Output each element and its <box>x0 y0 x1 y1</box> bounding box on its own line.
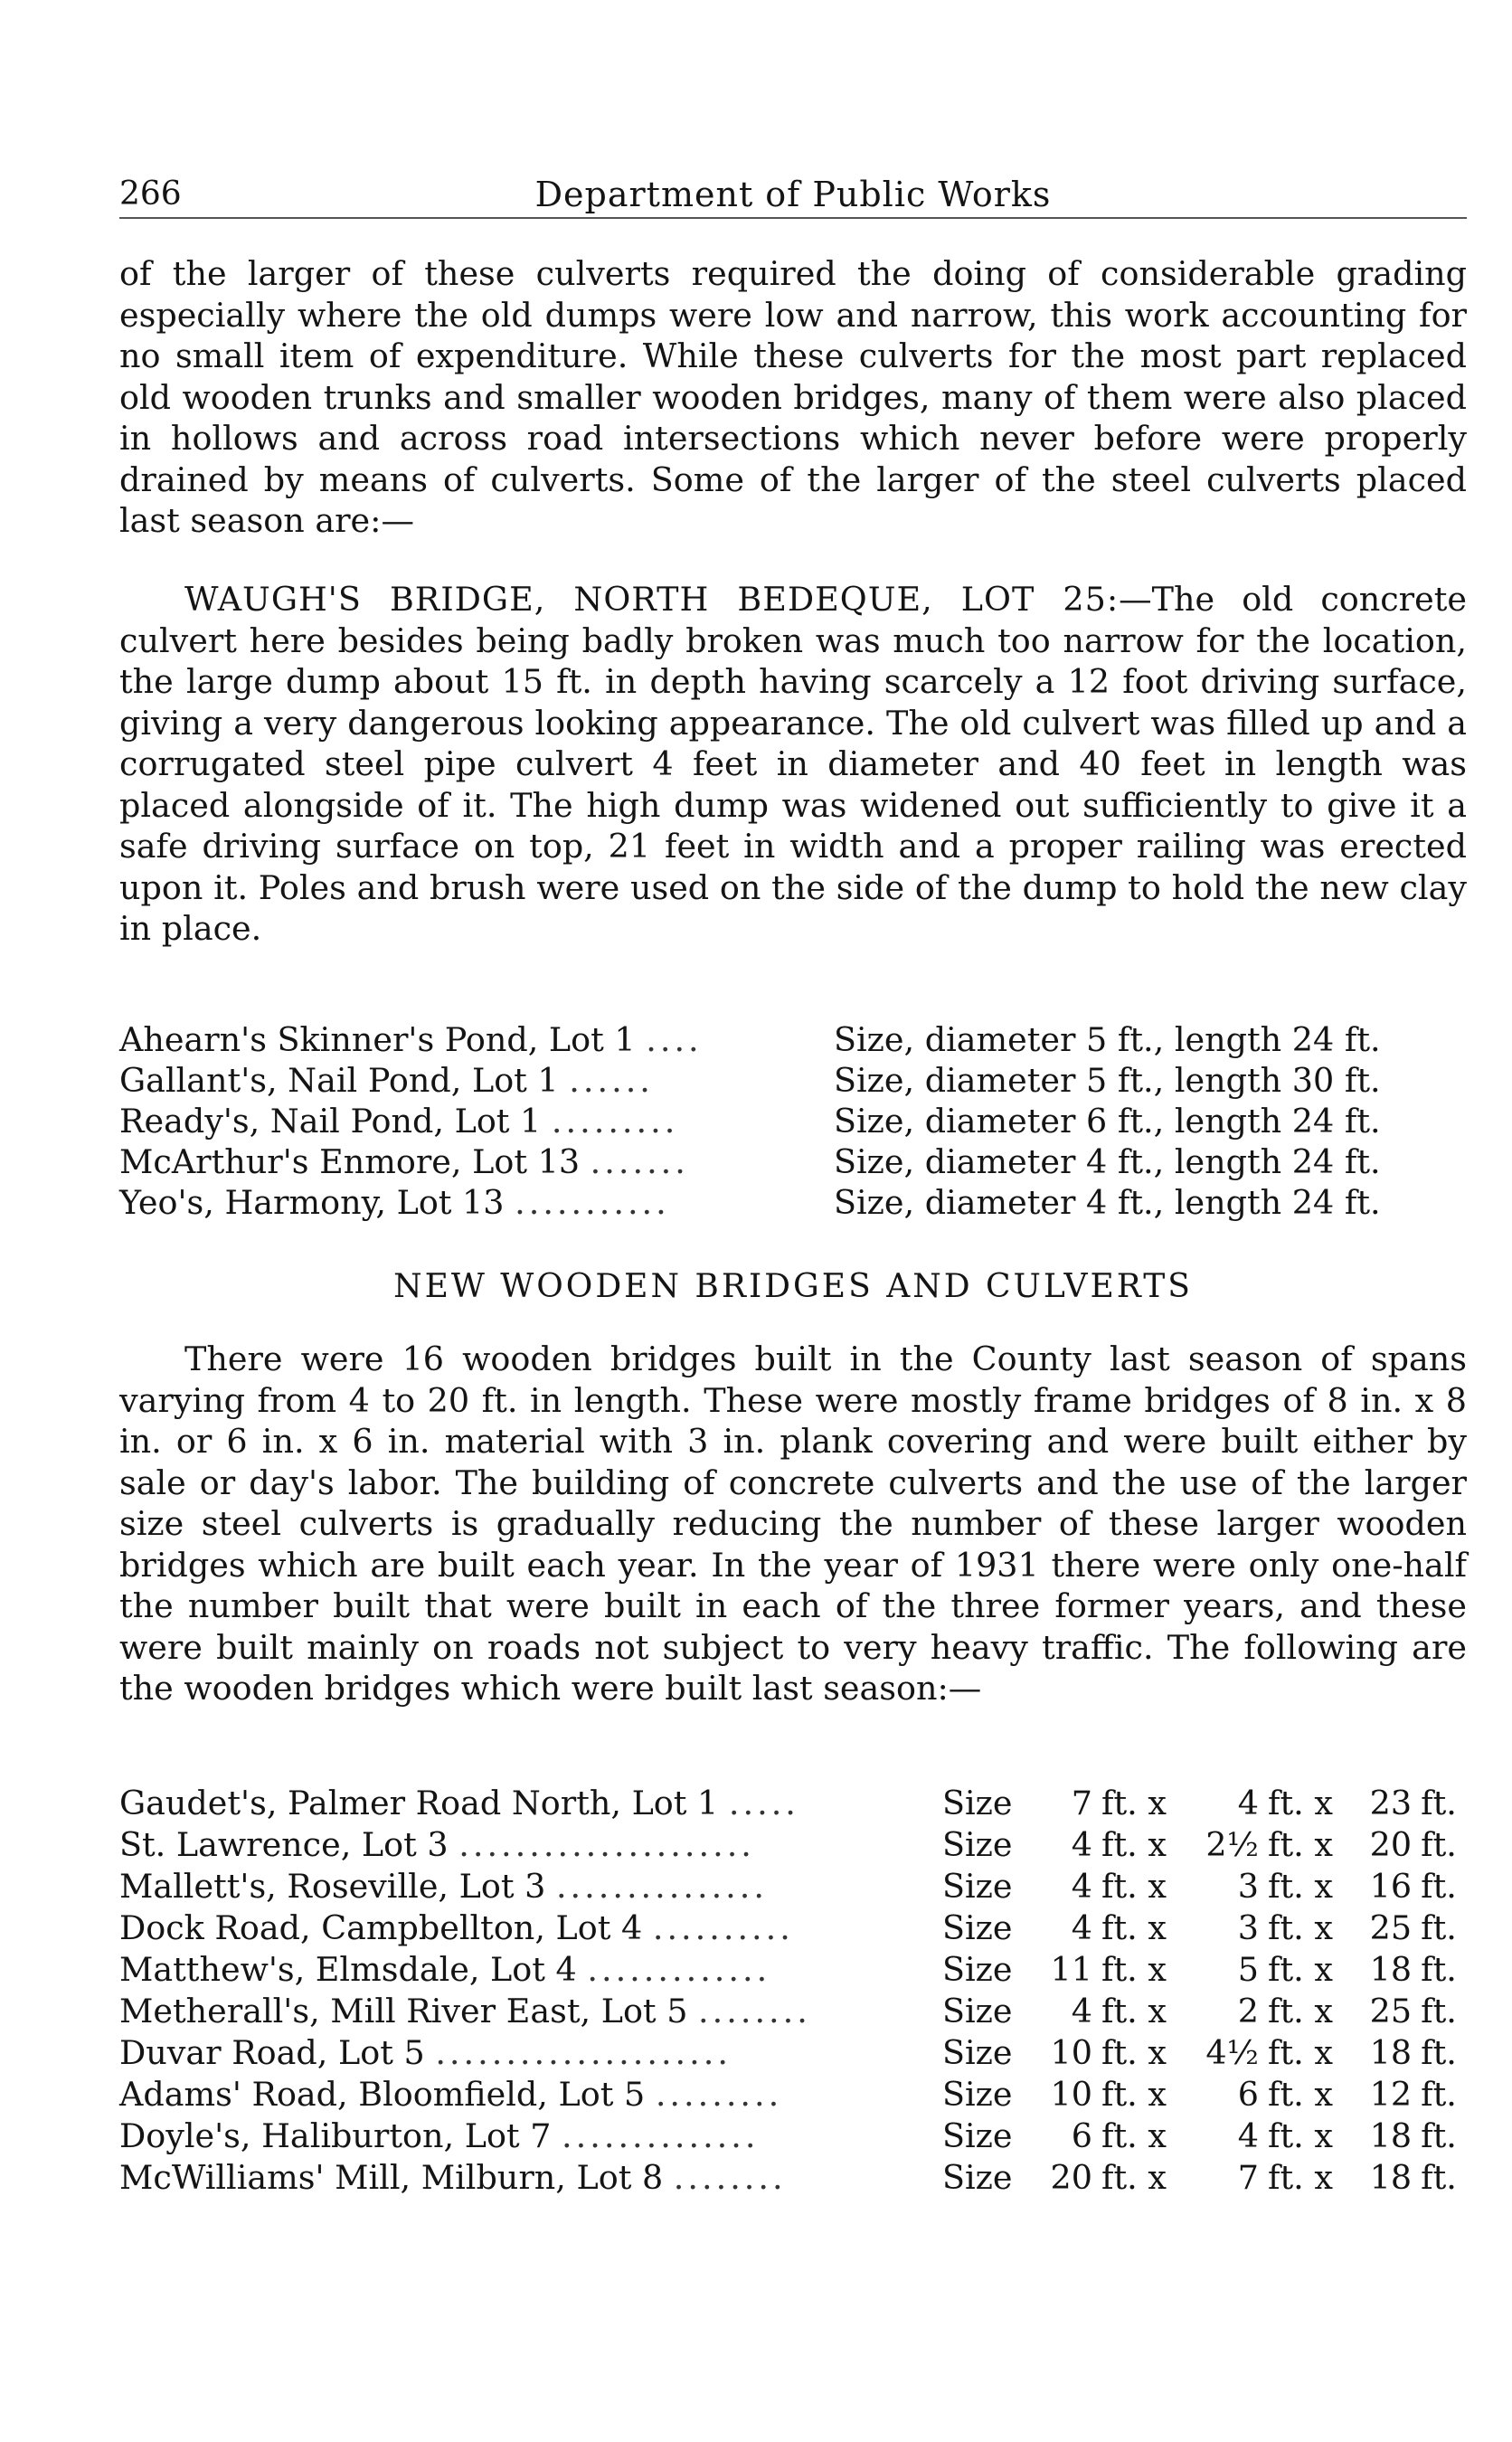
list-item <box>119 2033 1467 2075</box>
bridge-width: 4 <box>1071 1825 1092 1864</box>
bridge-width: 10 <box>1050 2075 1092 2114</box>
bridge-height: 5 <box>1237 1950 1259 1989</box>
bridge-height-unit: ft. x <box>1267 2158 1333 2197</box>
bridge-size-label: Size <box>942 1992 1013 2030</box>
bridge-height-unit: ft. x <box>1267 1867 1333 1906</box>
leader-dots: ............. <box>587 1950 771 1989</box>
bridge-length: 18 <box>1369 2158 1413 2197</box>
bridge-length: 16 <box>1369 1867 1413 1906</box>
bridge-length-unit: ft. <box>1421 2116 1457 2155</box>
culvert-name-cell <box>119 1183 834 1224</box>
paragraph-text: of the larger of these culverts required the doing of considerable grading especially where the old dumps were low and narrow, this work accounting for no small item of expenditure. While these culverts for the most part replaced old wooden trunks and smaller wooden bridges, many of them were also placed in hollows and across road intersections which never before were properly drained by means of culverts. Some of the larger of the steel culverts placed last season are:— <box>119 254 1467 540</box>
list-item <box>119 1020 1467 1061</box>
bridge-name-cell <box>119 2158 933 2200</box>
culvert-name: Yeo's, Harmony, Lot 13 <box>119 1183 505 1222</box>
bridge-height: 3 <box>1237 1867 1259 1906</box>
bridge-width: 4 <box>1071 1908 1092 1947</box>
running-head: Department of Public Works <box>534 175 1052 214</box>
bridge-width-unit: ft. x <box>1101 1992 1167 2030</box>
bridge-height-unit: ft. x <box>1267 1908 1333 1947</box>
bridge-width-unit: ft. x <box>1101 1908 1167 1947</box>
steel-culverts-list <box>119 1020 1467 1224</box>
bridge-length-unit: ft. <box>1421 2033 1457 2072</box>
bridge-height-unit: ft. x <box>1267 2116 1333 2155</box>
leader-dots: ......... <box>551 1102 679 1141</box>
bridge-width: 11 <box>1050 1950 1092 1989</box>
list-item <box>119 1142 1467 1183</box>
bridge-width-unit: ft. x <box>1101 1867 1167 1906</box>
leader-dots: ........ <box>698 1992 811 2030</box>
bridge-length-unit: ft. <box>1421 1950 1457 1989</box>
bridge-length: 25 <box>1369 1992 1413 2030</box>
bridge-size-label: Size <box>942 1867 1013 1906</box>
bridge-width: 4 <box>1071 1992 1092 2030</box>
bridge-name: Mallett's, Roseville, Lot 3 <box>119 1867 546 1906</box>
section-heading: NEW WOODEN BRIDGES AND CULVERTS <box>393 1268 1193 1305</box>
bridge-size-label: Size <box>942 1825 1013 1864</box>
bridge-size-label: Size <box>942 1950 1013 1989</box>
culvert-name-cell <box>119 1102 834 1142</box>
bridge-name: Duvar Road, Lot 5 <box>119 2033 425 2072</box>
paragraph-text <box>119 579 1467 950</box>
bridge-length: 23 <box>1369 1784 1413 1822</box>
leader-dots: ........... <box>515 1183 670 1222</box>
bridge-size-label: Size <box>942 2116 1013 2155</box>
bridge-length: 25 <box>1369 1908 1413 1947</box>
bridge-height-unit: ft. x <box>1267 2075 1333 2114</box>
list-item <box>119 2075 1467 2116</box>
bridge-name: McWilliams' Mill, Milburn, Lot 8 <box>119 2158 664 2197</box>
bridge-width-unit: ft. x <box>1101 2158 1167 2197</box>
bridge-width-unit: ft. x <box>1101 1950 1167 1989</box>
bridge-height: 3 <box>1237 1908 1259 1947</box>
bridge-height-unit: ft. x <box>1267 1950 1333 1989</box>
bridge-name-cell <box>119 1950 933 1992</box>
bridge-name-cell <box>119 1992 933 2033</box>
bridge-length: 18 <box>1369 2033 1413 2072</box>
list-item <box>119 1784 1467 1825</box>
bridge-name: Adams' Road, Bloomfield, Lot 5 <box>119 2075 646 2114</box>
bridge-name-cell <box>119 2033 933 2075</box>
culvert-name-cell <box>119 1020 834 1061</box>
bridge-height-unit: ft. x <box>1267 2033 1333 2072</box>
leader-dots: ............... <box>555 1867 768 1906</box>
culvert-name: Ahearn's Skinner's Pond, Lot 1 <box>119 1020 636 1059</box>
bridge-length-unit: ft. <box>1421 1784 1457 1822</box>
bridge-height: 2 <box>1237 1992 1259 2030</box>
culvert-size: Size, diameter 6 ft., length 24 ft. <box>834 1102 1381 1141</box>
list-item <box>119 1061 1467 1102</box>
leader-dots: ..................... <box>458 1825 755 1864</box>
bridge-size-label: Size <box>942 2033 1013 2072</box>
leader-dots: ......... <box>655 2075 783 2114</box>
culvert-name-cell <box>119 1061 834 1102</box>
bridge-name: Gaudet's, Palmer Road North, Lot 1 <box>119 1784 719 1822</box>
bridge-width: 10 <box>1050 2033 1092 2072</box>
bridge-size-label: Size <box>942 1784 1013 1822</box>
leader-dots: ...... <box>569 1061 654 1100</box>
paragraph-lead-caps: WAUGH'S BRIDGE, NORTH BEDEQUE, LOT 25: <box>184 580 1120 619</box>
bridge-name-cell <box>119 1784 933 1825</box>
bridge-name: Dock Road, Campbellton, Lot 4 <box>119 1908 643 1947</box>
paragraph-waughs-bridge <box>119 579 1467 950</box>
list-item <box>119 1992 1467 2033</box>
bridge-name-cell <box>119 1908 933 1950</box>
bridge-width: 20 <box>1050 2158 1092 2197</box>
bridge-height: 6 <box>1237 2075 1259 2114</box>
culvert-name-cell <box>119 1142 834 1183</box>
bridge-length-unit: ft. <box>1421 1825 1457 1864</box>
bridge-height-unit: ft. x <box>1267 1825 1333 1864</box>
culvert-size: Size, diameter 5 ft., length 24 ft. <box>834 1020 1381 1059</box>
culvert-size: Size, diameter 4 ft., length 24 ft. <box>834 1142 1381 1181</box>
bridge-height: 7 <box>1237 2158 1259 2197</box>
bridge-name: Matthew's, Elmsdale, Lot 4 <box>119 1950 577 1989</box>
list-item <box>119 1908 1467 1950</box>
bridge-width: 6 <box>1071 2116 1092 2155</box>
leader-dots: .... <box>646 1020 703 1059</box>
bridge-width-unit: ft. x <box>1101 1784 1167 1822</box>
list-item <box>119 1825 1467 1867</box>
leader-dots: ........ <box>673 2158 787 2197</box>
bridge-name: St. Lawrence, Lot 3 <box>119 1825 449 1864</box>
page-number: 266 <box>119 175 182 213</box>
culvert-name: Ready's, Nail Pond, Lot 1 <box>119 1102 542 1141</box>
bridge-height: 4 <box>1237 1784 1259 1822</box>
list-item <box>119 1183 1467 1224</box>
bridge-length: 12 <box>1369 2075 1413 2114</box>
leader-dots: ..................... <box>435 2033 732 2072</box>
bridge-name-cell <box>119 1867 933 1908</box>
bridge-height: 2½ <box>1205 1825 1259 1864</box>
bridge-size-label: Size <box>942 1908 1013 1947</box>
bridge-height-unit: ft. x <box>1267 1992 1333 2030</box>
bridge-length: 18 <box>1369 1950 1413 1989</box>
paragraph-text: There were 16 wooden bridges built in the County last season of spans varying from 4 to 20 ft. in length. These were mostly frame bridges of 8 in. x 8 in. or 6 in. x 6 in. material with 3 in. plank covering and were built either by sale or day's labor. The building of concrete culverts and the use of the larger size steel culverts is gradually reducing the number of these larger wooden bridges which are built each year. In the year of 1931 there were only one-half the number built that were built in each of the three former years, and these were built mainly on roads not subject to very heavy traffic. The following are the wooden bridges which were built last season:— <box>119 1339 1467 1708</box>
paragraph-wooden-bridges <box>119 1339 1467 1709</box>
list-item <box>119 1102 1467 1142</box>
culvert-name: Gallant's, Nail Pond, Lot 1 <box>119 1061 559 1100</box>
bridge-name: Metherall's, Mill River East, Lot 5 <box>119 1992 688 2030</box>
bridge-width-unit: ft. x <box>1101 2033 1167 2072</box>
bridge-name-cell <box>119 2075 933 2116</box>
bridge-width-unit: ft. x <box>1101 2075 1167 2114</box>
bridge-width: 7 <box>1071 1784 1092 1822</box>
bridge-width: 4 <box>1071 1867 1092 1906</box>
bridge-name-cell <box>119 2116 933 2158</box>
page-header <box>119 172 1467 219</box>
wooden-bridges-list <box>119 1784 1467 2200</box>
bridge-length-unit: ft. <box>1421 1992 1457 2030</box>
bridge-length: 18 <box>1369 2116 1413 2155</box>
list-item <box>119 2158 1467 2200</box>
leader-dots: ..... <box>728 1784 799 1822</box>
bridge-height: 4 <box>1237 2116 1259 2155</box>
bridge-length-unit: ft. <box>1421 1908 1457 1947</box>
bridge-width-unit: ft. x <box>1101 1825 1167 1864</box>
list-item <box>119 1867 1467 1908</box>
bridge-name-cell <box>119 1825 933 1867</box>
list-item <box>119 2116 1467 2158</box>
bridge-length-unit: ft. <box>1421 2158 1457 2197</box>
culvert-size: Size, diameter 4 ft., length 24 ft. <box>834 1183 1381 1222</box>
list-item <box>119 1950 1467 1992</box>
bridge-length: 20 <box>1369 1825 1413 1864</box>
culvert-size: Size, diameter 5 ft., length 30 ft. <box>834 1061 1381 1100</box>
bridge-height-unit: ft. x <box>1267 1784 1333 1822</box>
bridge-length-unit: ft. <box>1421 1867 1457 1906</box>
bridge-name: Doyle's, Haliburton, Lot 7 <box>119 2116 552 2155</box>
bridge-size-label: Size <box>942 2158 1013 2197</box>
leader-dots: .............. <box>562 2116 760 2155</box>
bridge-size-label: Size <box>942 2075 1013 2114</box>
culvert-name: McArthur's Enmore, Lot 13 <box>119 1142 581 1181</box>
leader-dots: ....... <box>590 1142 689 1181</box>
bridge-length-unit: ft. <box>1421 2075 1457 2114</box>
bridge-height: 4½ <box>1205 2033 1259 2072</box>
paragraph-body: —The old concrete culvert here besides being badly broken was much too narrow for the location, the large dump about 15 ft. in depth having scarcely a 12 foot driving surface, giving a very dangerous looking appearance. The old culvert was filled up and a corrugated steel pipe culvert 4 feet in diameter and 40 feet in length was placed alongside of it. The high dump was widened out sufficiently to give it a safe driving surface on top, 21 feet in width and a proper railing was erected upon it. Poles and brush were used on the side of the dump to hold the new clay in place. <box>119 580 1467 948</box>
leader-dots: .......... <box>652 1908 794 1947</box>
paragraph-culvert-intro <box>119 253 1467 542</box>
bridge-width-unit: ft. x <box>1101 2116 1167 2155</box>
